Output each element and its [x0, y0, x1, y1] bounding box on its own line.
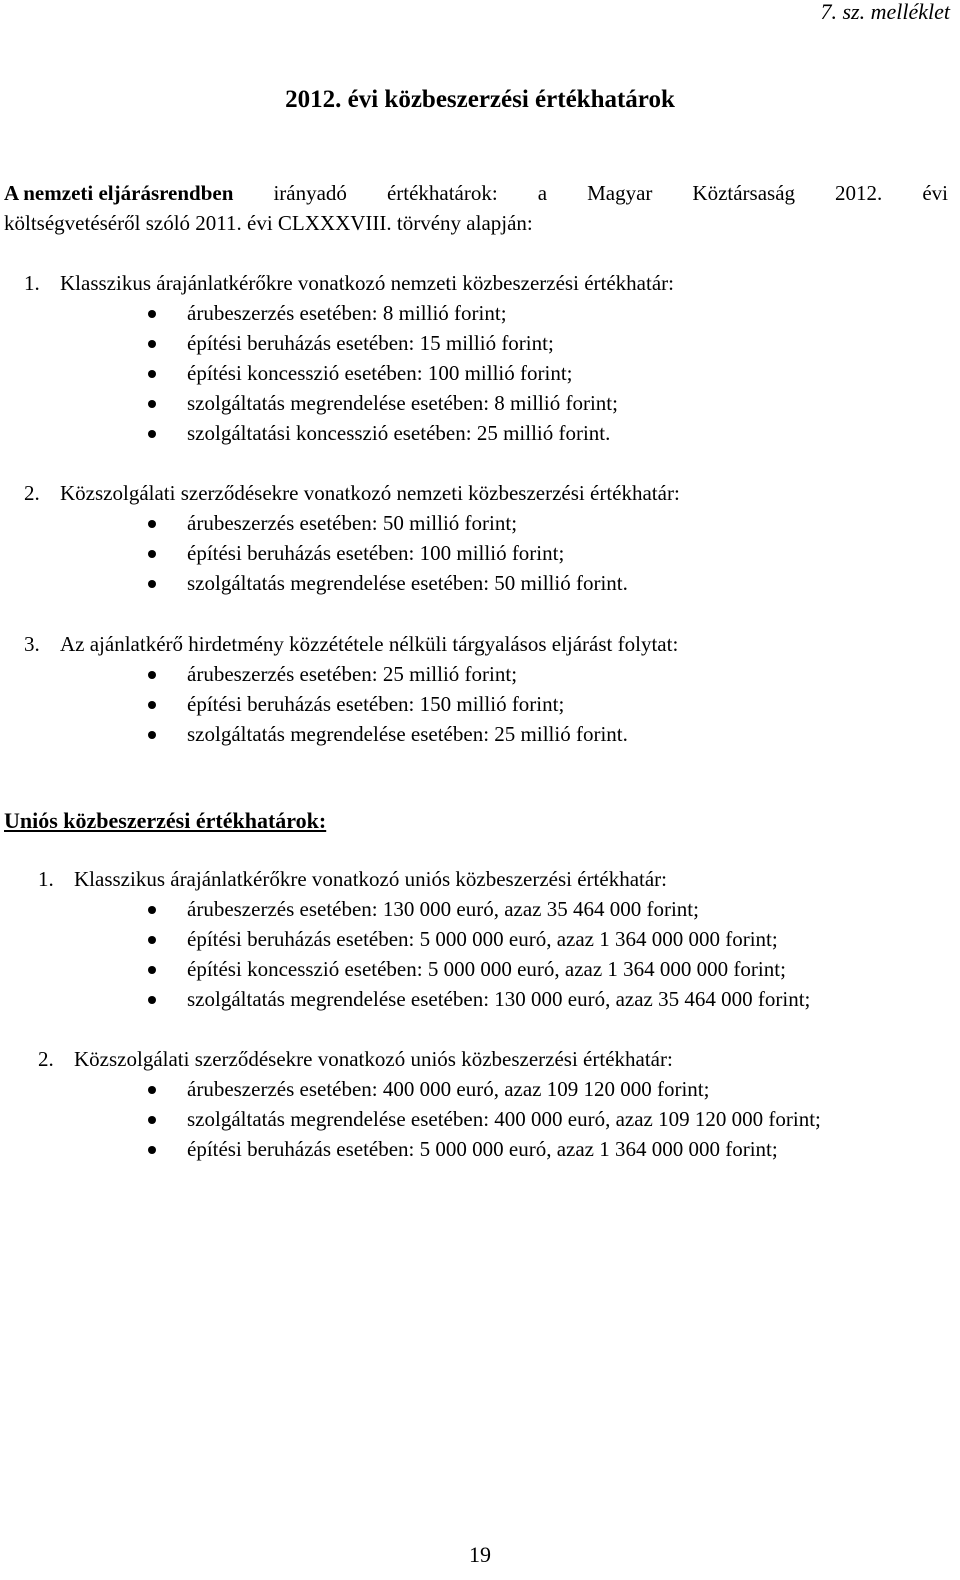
bullet-icon	[148, 580, 156, 588]
intro-bold-phrase: A nemzeti eljárásrendben	[4, 181, 234, 205]
list-item-text: árubeszerzés esetében: 50 millió forint;	[187, 511, 518, 535]
section-number: 1.	[24, 271, 40, 295]
section-heading: Klasszikus árajánlatkérőkre vonatkozó nemzeti közbeszerzési értékhatár:	[60, 271, 674, 295]
bullet-icon	[148, 310, 156, 318]
bullet-icon	[148, 1116, 156, 1124]
intro-paragraph	[4, 178, 948, 238]
intro-word: a	[537, 181, 548, 205]
list-item	[0, 659, 960, 689]
list-item-text: szolgáltatás megrendelése esetében: 130 000 euró, azaz 35 464 000 forint;	[187, 987, 811, 1011]
section-heading: Az ajánlatkérő hirdetmény közzététele nélküli tárgyalásos eljárást folytat:	[60, 632, 679, 656]
list-item	[0, 1104, 960, 1134]
bullet-icon	[148, 1146, 156, 1154]
bullet-icon	[148, 731, 156, 739]
list-item	[0, 894, 960, 924]
section-heading: Klasszikus árajánlatkérőkre vonatkozó uniós közbeszerzési értékhatár:	[74, 867, 668, 891]
section-heading: Közszolgálati szerződésekre vonatkozó uniós közbeszerzési értékhatár:	[74, 1047, 673, 1071]
list-item-text: árubeszerzés esetében: 8 millió forint;	[187, 301, 507, 325]
eu-thresholds-heading: Uniós közbeszerzési értékhatárok:	[4, 808, 327, 833]
list-item-text: szolgáltatási koncesszió esetében: 25 millió forint.	[187, 421, 611, 445]
list-item	[0, 568, 960, 598]
list-item	[0, 418, 960, 448]
bullet-icon	[148, 370, 156, 378]
list-item-text: építési beruházás esetében: 150 millió forint;	[187, 692, 565, 716]
section-number: 1.	[38, 867, 54, 891]
list-item	[0, 538, 960, 568]
list-item-text: szolgáltatás megrendelése esetében: 50 millió forint.	[187, 571, 628, 595]
national-section-2	[0, 478, 960, 598]
bullet-icon	[148, 1086, 156, 1094]
list-item	[0, 689, 960, 719]
page-number: 19	[469, 1542, 491, 1567]
section-number: 2.	[24, 481, 40, 505]
intro-word: 2012.	[835, 181, 883, 205]
national-section-3	[0, 629, 960, 749]
list-item-text: építési koncesszió esetében: 5 000 000 euró, azaz 1 364 000 000 forint;	[187, 957, 786, 981]
bullet-icon	[148, 996, 156, 1004]
list-item	[0, 1134, 960, 1164]
national-section-1	[0, 268, 960, 448]
list-item-text: árubeszerzés esetében: 25 millió forint;	[187, 662, 518, 686]
list-item	[0, 298, 960, 328]
list-item-text: szolgáltatás megrendelése esetében: 25 millió forint.	[187, 722, 628, 746]
list-item	[0, 984, 960, 1014]
bullet-icon	[148, 550, 156, 558]
section-heading: Közszolgálati szerződésekre vonatkozó nemzeti közbeszerzési értékhatár:	[60, 481, 680, 505]
section-number: 2.	[38, 1047, 54, 1071]
list-item	[0, 358, 960, 388]
eu-section-1	[0, 864, 960, 1014]
list-item-text: építési beruházás esetében: 5 000 000 euró, azaz 1 364 000 000 forint;	[187, 927, 778, 951]
list-item-text: építési koncesszió esetében: 100 millió forint;	[187, 361, 573, 385]
bullet-icon	[148, 400, 156, 408]
section-number: 3.	[24, 632, 40, 656]
list-item	[0, 508, 960, 538]
list-item-text: építési beruházás esetében: 15 millió forint;	[187, 331, 554, 355]
list-item	[0, 719, 960, 749]
intro-word: Magyar	[587, 181, 653, 205]
bullet-icon	[148, 430, 156, 438]
list-item-text: szolgáltatás megrendelése esetében: 8 millió forint;	[187, 391, 618, 415]
bullet-icon	[148, 936, 156, 944]
bullet-icon	[148, 701, 156, 709]
list-item	[0, 328, 960, 358]
list-item-text: építési beruházás esetében: 100 millió forint;	[187, 541, 565, 565]
intro-word: értékhatárok:	[386, 181, 498, 205]
bullet-icon	[148, 671, 156, 679]
document-title: 2012. évi közbeszerzési értékhatárok	[285, 86, 675, 113]
list-item	[0, 388, 960, 418]
bullet-icon	[148, 520, 156, 528]
list-item-text: építési beruházás esetében: 5 000 000 euró, azaz 1 364 000 000 forint;	[187, 1137, 778, 1161]
bullet-icon	[148, 966, 156, 974]
intro-line-2: költségvetéséről szóló 2011. évi CLXXXVIII. törvény alapján:	[4, 211, 533, 235]
list-item	[0, 924, 960, 954]
annex-label: 7. sz. melléklet	[820, 0, 950, 24]
bullet-icon	[148, 340, 156, 348]
bullet-icon	[148, 906, 156, 914]
list-item	[0, 1074, 960, 1104]
list-item	[0, 954, 960, 984]
intro-word: évi	[922, 181, 948, 205]
intro-word: Köztársaság	[692, 181, 796, 205]
eu-section-2	[0, 1044, 960, 1164]
intro-word: irányadó	[273, 181, 347, 205]
list-item-text: szolgáltatás megrendelése esetében: 400 000 euró, azaz 109 120 000 forint;	[187, 1107, 821, 1131]
list-item-text: árubeszerzés esetében: 400 000 euró, azaz 109 120 000 forint;	[187, 1077, 710, 1101]
list-item-text: árubeszerzés esetében: 130 000 euró, azaz 35 464 000 forint;	[187, 897, 699, 921]
